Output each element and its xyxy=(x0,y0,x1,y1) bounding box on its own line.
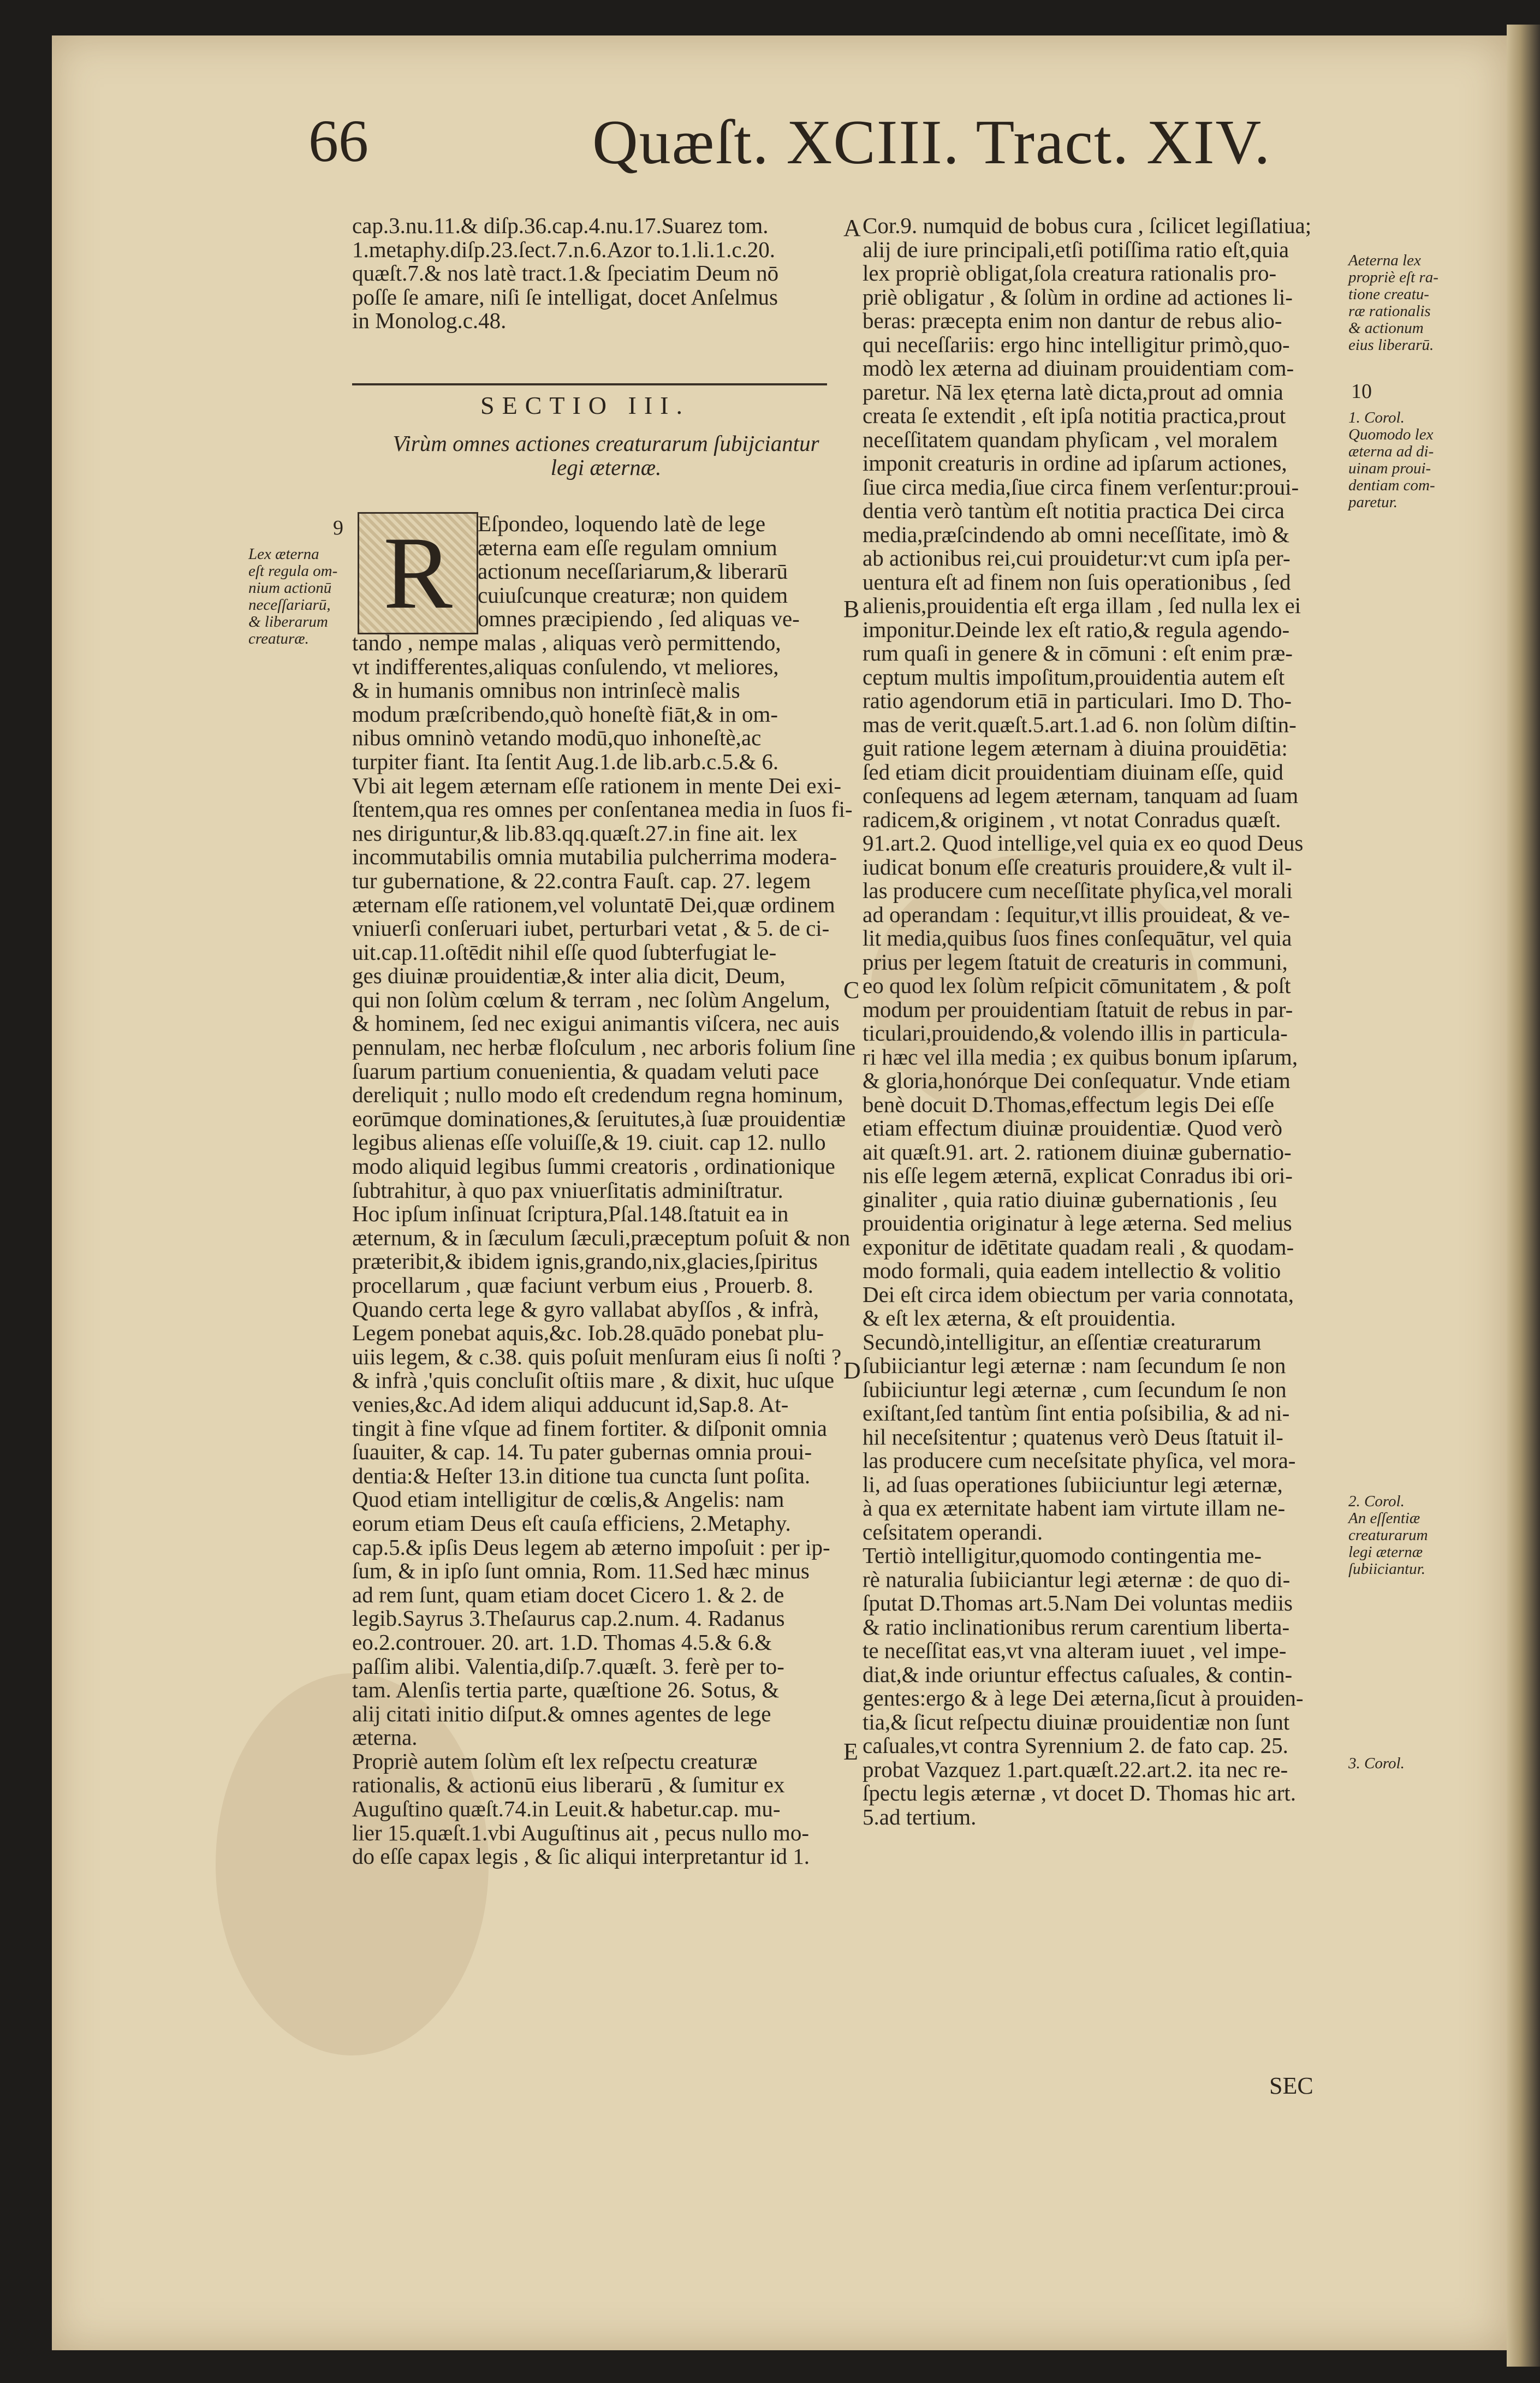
text-line: ab actionibus rei,cui prouidetur:vt cum ipſa per- xyxy=(863,545,1291,571)
text-line: paretur. xyxy=(1348,494,1398,511)
text-line: æterna ad di- xyxy=(1348,443,1434,460)
text-line: modum per prouidentiam ſtatuit de rebus in par- xyxy=(863,996,1293,1022)
text-line: 5.ad tertium. xyxy=(863,1804,977,1829)
text-line: 91.art.2. Quod intellige,vel quia ex eo quod Deus xyxy=(863,830,1304,855)
column-1-top xyxy=(352,214,876,333)
text-line: Lex æterna xyxy=(248,545,319,563)
text-line: creata ſe extendit , eſt ipſa notitia practica,prout xyxy=(863,403,1286,428)
text-line: & eſt lex æterna, & eſt prouidentia. xyxy=(863,1305,1176,1330)
column-2 xyxy=(863,214,1343,1829)
text-line: 3. Corol. xyxy=(1348,1755,1405,1772)
text-line: Hoc ipſum inſinuat ſcriptura,Pſal.148.ſtatuit ea in xyxy=(352,1201,789,1227)
text-line: æterna eam eſſe regulam omnium xyxy=(478,534,777,560)
text-line: uiis legem, & c.38. quis poſuit menſuram eius ſi noſti ? xyxy=(352,1344,842,1369)
text-line: 2. Corol. xyxy=(1348,1493,1405,1510)
text-line: ſputat D.Thomas art.5.Nam Dei voluntas mediis xyxy=(863,1590,1293,1615)
text-line: legi æternæ xyxy=(1348,1543,1423,1561)
text-line: An eſſentiæ xyxy=(1348,1510,1420,1527)
text-line: ginaliter , quia ratio diuinæ gubernationis , ſeu xyxy=(863,1186,1277,1212)
text-line: conſequens ad legem æternam, tanquam ad ſuam xyxy=(863,783,1299,808)
text-line: exponitur de idētitate quadam reali , & quodam- xyxy=(863,1234,1294,1259)
text-line: rè naturalia ſubiiciantur legi æternæ : de quo di- xyxy=(863,1566,1291,1592)
text-line: ſtentem,qua res omnes per conſentanea media in ſuos fi- xyxy=(352,797,853,822)
text-line: & ratio inclinationibus rerum carentium liberta- xyxy=(863,1614,1290,1639)
initial-letter: R xyxy=(383,516,453,631)
text-line: eo quod lex ſolùm reſpicit cōmunitatem , & poſt xyxy=(863,973,1291,998)
text-line: prius per legem ſtatuit de creaturis in communi, xyxy=(863,949,1288,974)
text-line: tando , nempe malas , aliquas verò permittendo, xyxy=(352,629,781,655)
next-page-edge xyxy=(1507,25,1540,2367)
text-line: te neceſſitat eas,vt vna alteram iuuet , vel impe- xyxy=(863,1638,1287,1663)
text-line: ſubiiciantur legi æternæ : nam ſecundum ſe non xyxy=(863,1353,1286,1378)
text-line: dentiam com- xyxy=(1348,477,1435,494)
text-line: nium actionū xyxy=(248,579,332,597)
text-line: tur gubernatione, & 22.contra Fauſt. cap. 27. legem xyxy=(352,867,811,893)
text-line: ſubtrahitur, à quo pax vniuerſitatis adminiſtratur. xyxy=(352,1177,783,1203)
text-line: diat,& inde oriuntur effectus caſuales, & contin- xyxy=(863,1661,1293,1687)
text-line: æternam eſſe rationem,vel voluntatē Dei,quæ ordinem xyxy=(352,892,835,917)
text-line: rationalis, & actionū eius liberarū , & ſumitur ex xyxy=(352,1772,785,1798)
text-line: media,præſcindendo ab omni neceſſitate, imò & xyxy=(863,521,1290,547)
text-line: nis eſſe legem æternā, explicat Conradus ibi ori- xyxy=(863,1163,1293,1188)
section-subtitle xyxy=(382,431,830,479)
text-line: gentes:ergo & à lege Dei æterna,ſicut à prouiden- xyxy=(863,1685,1304,1710)
text-line: & gloria,honórque Dei conſequatur. Vnde etiam xyxy=(863,1068,1291,1093)
text-line: cap.3.nu.11.& diſp.36.cap.4.nu.17.Suarez tom. xyxy=(352,213,769,238)
text-line: creaturarum xyxy=(1348,1526,1428,1544)
text-line: tam. Alenſis tertia parte, quæſtione 26. Sotus, & xyxy=(352,1677,780,1703)
text-line: tione creatu- xyxy=(1348,286,1429,303)
text-line: ticulari,prouidendo,& volendo illis in particula- xyxy=(863,1020,1288,1045)
text-line: legibus alienas eſſe voluiſſe,& 19. ciuit. cap 12. nullo xyxy=(352,1130,826,1155)
subtitle-line: Virùm omnes actiones creaturarum ſubijciantur xyxy=(393,431,819,456)
text-line: incommutabilis omnia mutabilia pulcherrima modera- xyxy=(352,844,837,870)
text-line: ratio agendorum etiā in particulari. Imo D. Tho- xyxy=(863,688,1292,713)
text-line: ſum, & in ipſo ſunt omnia, Rom. 11.Sed hæc minus xyxy=(352,1558,810,1584)
text-line: Tertiò intelligitur,quomodo contingentia me- xyxy=(863,1543,1262,1568)
text-line: modum præſcribendo,quò honeſtè fiāt,& in om- xyxy=(352,701,778,727)
margin-note-right-2 xyxy=(1348,409,1435,511)
column-1-body xyxy=(352,511,856,1869)
margin-note-right-3 xyxy=(1348,1493,1428,1578)
text-line: caſuales,vt contra Syrennium 2. de fato cap. 25. xyxy=(863,1733,1288,1758)
text-line: alij de iure principali,etſi potiſſima ratio eſt,quia xyxy=(863,236,1289,262)
section-rule xyxy=(352,383,827,385)
text-line: ræ rationalis xyxy=(1348,302,1431,320)
text-line: Secundò,intelligitur, an eſſentiæ creaturarum xyxy=(863,1329,1262,1354)
text-line: priè obligatur , & ſolùm in ordine ad actiones li- xyxy=(863,284,1293,310)
text-line: paretur. Nā lex ęterna latè dicta,prout ad omnia xyxy=(863,379,1283,405)
text-line: ceptum multis impoſitum,prouidentia autem eſt xyxy=(863,664,1285,690)
page-number: 66 xyxy=(308,108,368,174)
text-line: modò lex æterna ad diuinam prouidentiam com- xyxy=(863,355,1294,381)
section-letter-d: D xyxy=(843,1357,861,1384)
text-line: 1.metaphy.diſp.23.ſect.7.n.6.Azor to.1.li.1.c.20. xyxy=(352,236,776,262)
section-letter-e: E xyxy=(843,1738,858,1765)
text-line: guit ratione legem æternam à diuina prouidētia: xyxy=(863,735,1288,760)
text-line: Eſpondeo, loquendo latè de lege xyxy=(478,511,766,536)
text-line: cap.5.& ipſis Deus legem ab æterno impoſuit : per ip- xyxy=(352,1534,830,1560)
text-line: las producere cum neceſsitate phyſica, vel mora- xyxy=(863,1448,1296,1473)
section-letter-b: B xyxy=(843,596,860,622)
text-line: eo.2.controuer. 20. art. 1.D. Thomas 4.5.& 6.& xyxy=(352,1629,772,1655)
text-line: uit.cap.11.oſtēdit nihil eſſe quod ſubterfugiat le- xyxy=(352,939,777,965)
text-line: eius liberarū. xyxy=(1348,336,1434,354)
text-line: legib.Sayrus 3.Theſaurus cap.2.num. 4. Radanus xyxy=(352,1606,785,1631)
text-line: Auguſtino quæſt.74.in Leuit.& habetur.cap. mu- xyxy=(352,1796,781,1822)
text-line: modo aliquid legibus ſummi creatoris , ordinationique xyxy=(352,1154,835,1179)
text-line: creaturæ. xyxy=(248,630,309,647)
text-line: hil neceſsitentur ; quatenus verò Deus ſtatuit il- xyxy=(863,1424,1283,1449)
text-line: quæſt.7.& nos latè tract.1.& ſpeciatim Deum nō xyxy=(352,260,779,286)
text-line: præteribit,& ibidem ignis,grando,nix,glacies,ſpiritus xyxy=(352,1249,818,1274)
text-line: in Monolog.c.48. xyxy=(352,308,507,333)
text-line: uinam proui- xyxy=(1348,460,1431,477)
text-line: las producere cum neceſſitate phyſica,vel morali xyxy=(863,878,1293,903)
text-line: dentia:& Heſter 13.in ditione tua cuncta ſunt poſita. xyxy=(352,1463,811,1488)
margin-number: 9 xyxy=(333,516,343,539)
text-line: pennulam, nec herbæ floſculum , nec arboris folium ſine xyxy=(352,1035,856,1060)
running-title: Quæſt. XCIII. Tract. XIV. xyxy=(592,108,1271,177)
text-line: alij citati initio diſput.& omnes agentes de lege xyxy=(352,1701,771,1726)
text-line: tia,& ſicut reſpectu diuinæ prouidentiæ non ſunt xyxy=(863,1709,1290,1734)
text-line: imponit creaturis in ordine ad ipſarum actiones, xyxy=(863,450,1287,476)
text-line: & liberarum xyxy=(248,613,328,631)
text-line: Legem ponebat aquis,&c. Iob.28.quādo ponebat plu- xyxy=(352,1320,824,1346)
text-line: tingit à fine vſque ad finem fortiter. & diſponit omnia xyxy=(352,1415,827,1441)
margin-note-left xyxy=(248,546,337,647)
text-line: exiſtant,ſed tantùm ſint entia poſsibilia, & ad ni- xyxy=(863,1400,1290,1425)
catchword: SEC xyxy=(1269,2072,1313,2099)
text-line: alienis,prouidentia eſt erga illam , ſed nulla lex ei xyxy=(863,593,1301,618)
text-line: ad operandam : ſequitur,vt illis prouideat, & ve- xyxy=(863,901,1290,927)
text-line: qui neceſſariis: ergo hinc intelligitur primò,quo- xyxy=(863,331,1290,357)
text-line: 1. Corol. xyxy=(1348,409,1405,426)
text-line: li, ad ſuas operationes ſubiiciuntur legi æternæ, xyxy=(863,1471,1283,1497)
text-line: procellarum , quæ faciunt verbum eius , Prouerb. 8. xyxy=(352,1273,813,1298)
text-line: eſt regula om- xyxy=(248,562,338,580)
text-line: ceſsitatem operandi. xyxy=(863,1519,1043,1544)
text-line: actionum neceſſariarum,& liberarū xyxy=(478,558,788,584)
text-line: ſiue circa media,ſiue circa finem verſentur:proui- xyxy=(863,474,1299,500)
text-line: & infrà ,'quis concluſit oſtiis mare , & dixit, huc uſque xyxy=(352,1368,835,1393)
text-line: ri hæc vel illa media ; ex quibus bonum ipſarum, xyxy=(863,1044,1298,1069)
margin-note-right-1 xyxy=(1348,252,1438,354)
text-line: ſuarum partium conuenientia, & quadam veluti pace xyxy=(352,1058,819,1084)
text-line: do eſſe capax legis , & ſic aliqui interpretantur id 1. xyxy=(352,1844,810,1869)
text-line: neceſſariarū, xyxy=(248,596,331,614)
margin-note-right-4 xyxy=(1348,1755,1405,1772)
text-line: venies,&c.Ad idem aliqui adducunt id,Sap.8. At- xyxy=(352,1391,789,1417)
text-line: Quomodo lex xyxy=(1348,426,1434,443)
text-line: & hominem, ſed nec exigui animantis viſcera, nec auis xyxy=(352,1011,840,1036)
text-line: nibus omninò vetando modū,quo inhoneſtè,ac xyxy=(352,725,762,751)
text-line: rum quaſi in genere & in cōmuni : eſt enim præ- xyxy=(863,640,1293,665)
text-line: mas de verit.quæſt.5.art.1.ad 6. non ſolùm diſtin- xyxy=(863,711,1297,737)
text-line: lex propriè obligat,ſola creatura rationalis pro- xyxy=(863,260,1277,286)
text-line: ſubiiciuntur legi æternæ , cum ſecundum ſe non xyxy=(863,1376,1287,1402)
text-line: omnes præcipiendo , ſed aliquas ve- xyxy=(478,606,800,632)
text-line: prouidentia originatur à lege æterna. Sed melius xyxy=(863,1210,1292,1235)
text-line: Aeterna lex xyxy=(1348,252,1421,269)
text-line: æternum, & in ſæculum ſæculi,præceptum poſuit & non xyxy=(352,1225,851,1250)
text-line: benè docuit D.Thomas,effectum legis Dei eſſe xyxy=(863,1091,1275,1117)
text-line: poſſe ſe amare, niſi ſe intelligat, docet Anſelmus xyxy=(352,284,778,310)
text-line: eorum etiam Deus eſt cauſa efficiens, 2.Metaphy. xyxy=(352,1510,791,1536)
text-line: neceſſitatem quandam phyſicam , vel moralem xyxy=(863,426,1278,452)
text-line: dentia verò tantùm eſt notitia practica Dei circa xyxy=(863,498,1285,523)
text-line: imponitur.Deinde lex eſt ratio,& regula agendo- xyxy=(863,616,1290,642)
text-line: beras: præcepta enim non dantur de rebus alio- xyxy=(863,308,1282,333)
text-line: ges diuinæ prouidentiæ,& inter alia dicit, Deum, xyxy=(352,963,786,989)
subtitle-line: legi æternæ. xyxy=(550,455,662,480)
text-line: vniuerſi conſeruari iubet, perturbari vetat , & 5. de ci- xyxy=(352,916,830,941)
section-letter-a: A xyxy=(843,215,861,241)
text-line: vt indifferentes,aliquas conſulendo, vt meliores, xyxy=(352,653,779,679)
text-line: cuiuſcunque creaturæ; non quidem xyxy=(478,582,788,608)
text-line: Cor.9. numquid de bobus cura , ſcilicet legiſlatiua; xyxy=(863,213,1312,238)
text-line: ſuauiter, & cap. 14. Tu pater gubernas omnia proui- xyxy=(352,1439,812,1465)
text-line: dereliquit ; nullo modo eſt credendum regna hominum, xyxy=(352,1082,843,1108)
text-line: eorūmque dominationes,& ſeruitutes,à ſuæ prouidentiæ xyxy=(352,1106,846,1131)
text-line: turpiter fiant. Ita ſentit Aug.1.de lib.arb.c.5.& 6. xyxy=(352,748,779,774)
text-line: ad rem ſunt, quam etiam docet Cicero 1. & 2. de xyxy=(352,1582,784,1607)
text-line: æterna. xyxy=(352,1725,418,1750)
text-line: nes diriguntur,& lib.83.qq.quæſt.27.in fine ait. lex xyxy=(352,820,798,846)
text-line: Dei eſt circa idem obiectum per varia connotata, xyxy=(863,1281,1294,1307)
text-line: lier 15.quæſt.1.vbi Auguſtinus ait , pecus nullo mo- xyxy=(352,1820,810,1845)
margin-number-10: 10 xyxy=(1351,380,1372,403)
text-line: radicem,& originem , vt notat Conradus quæſt. xyxy=(863,806,1281,832)
text-line: propriè eſt ra- xyxy=(1348,269,1438,286)
text-line: & in humanis omnibus non intrinſecè malis xyxy=(352,678,740,703)
text-line: modo formali, quia eadem intellectio & volitio xyxy=(863,1258,1281,1283)
text-line: lit media,quibus ſuos fines conſequātur, vel quia xyxy=(863,925,1292,950)
text-line: Propriè autem ſolùm eſt lex reſpectu creaturæ xyxy=(352,1748,758,1774)
text-line: à qua ex æternitate habent iam virtute illam ne- xyxy=(863,1495,1286,1520)
section-heading: SECTIO III. xyxy=(480,391,690,419)
text-line: Quod etiam intelligitur de cœlis,& Angelis: nam xyxy=(352,1487,784,1512)
text-line: etiam effectum diuinæ prouidentiæ. Quod verò xyxy=(863,1115,1282,1140)
text-line: ait quæſt.91. art. 2. rationem diuinæ gubernatio- xyxy=(863,1139,1292,1164)
text-line: uentura eſt ad finem non ſuis operationibus , ſed xyxy=(863,569,1291,595)
text-line: & actionum xyxy=(1348,319,1424,337)
text-line: ſubiiciantur. xyxy=(1348,1560,1425,1578)
text-line: Vbi ait legem æternam eſſe rationem in mente Dei exi- xyxy=(352,772,841,798)
text-line: qui non ſolùm cœlum & terram , nec ſolùm Angelum, xyxy=(352,987,830,1012)
text-line: iudicat bonum eſſe creaturis prouidere,& vult il- xyxy=(863,854,1292,879)
section-letter-c: C xyxy=(843,977,860,1003)
text-line: paſſim alibi. Valentia,diſp.7.quæſt. 3. ferè per to- xyxy=(352,1653,784,1679)
text-line: probat Vazquez 1.part.quæſt.22.art.2. ita nec re- xyxy=(863,1756,1288,1782)
text-line: ſed etiam dicit prouidentiam diuinam eſſe, quid xyxy=(863,759,1283,785)
text-line: ſpectu legis æternæ , vt docet D. Thomas hic art. xyxy=(863,1780,1297,1805)
text-line: Quando certa lege & gyro vallabat abyſſos , & infrà, xyxy=(352,1296,819,1322)
